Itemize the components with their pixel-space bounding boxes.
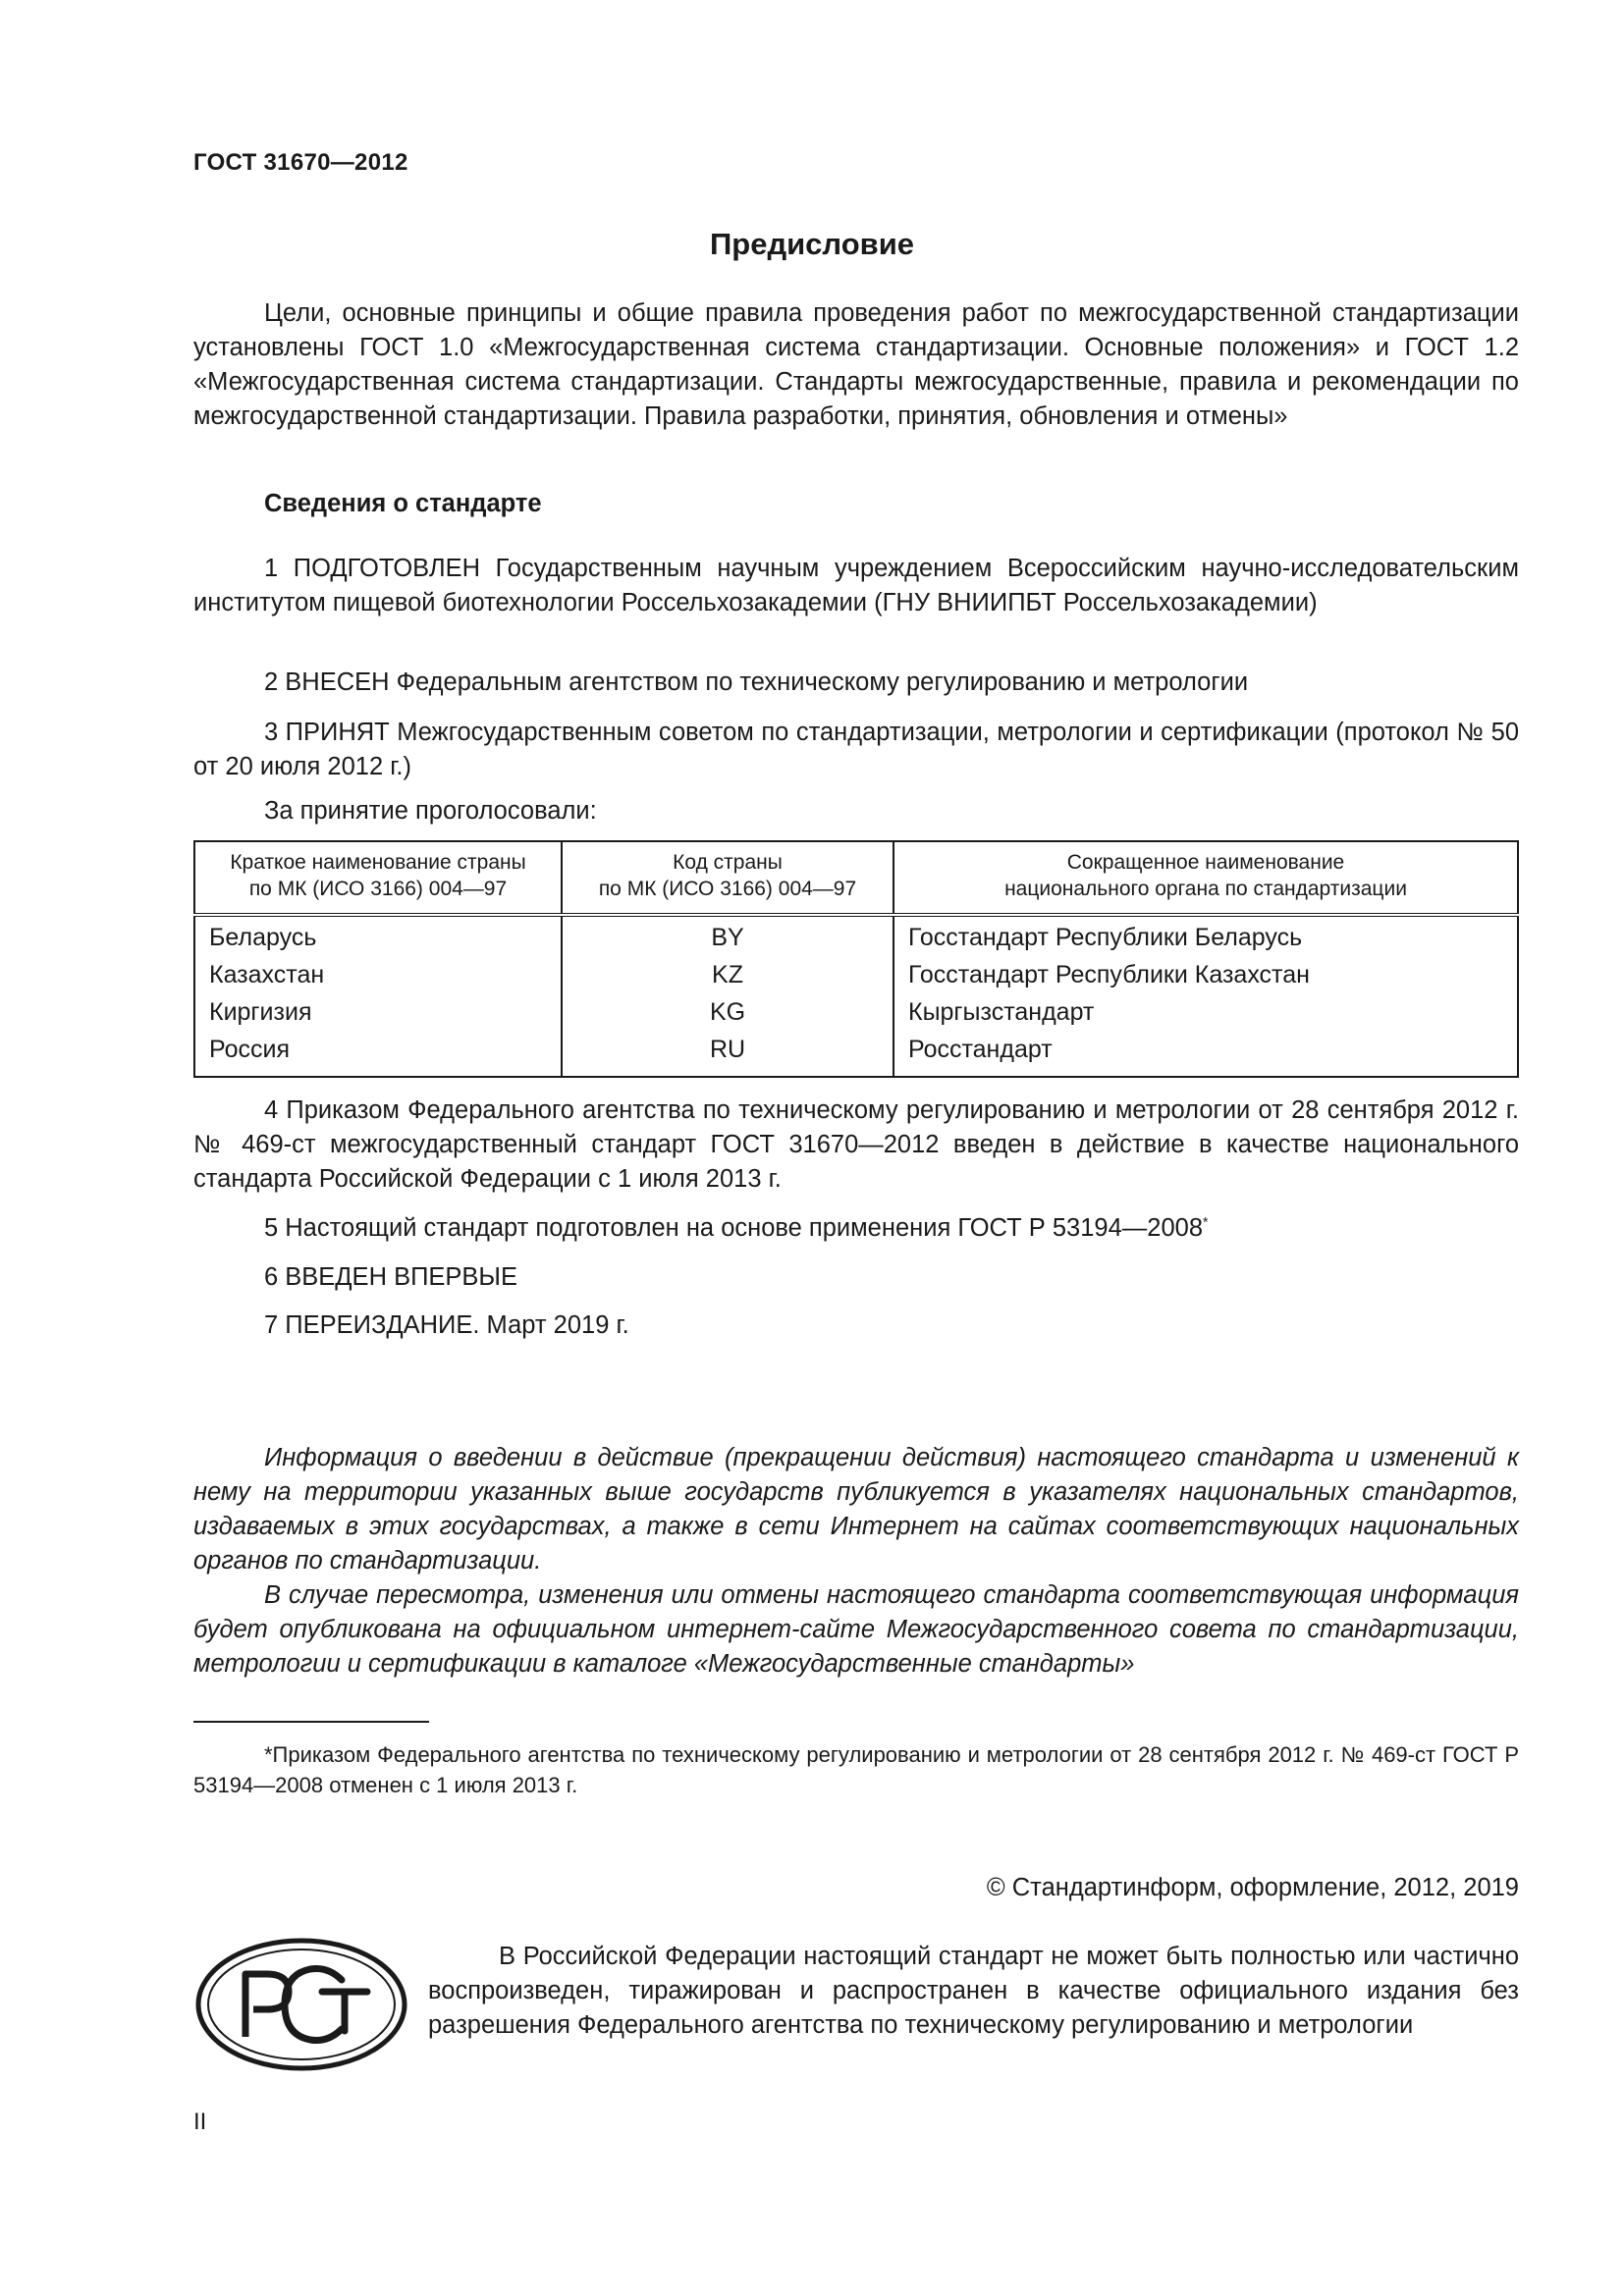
header-country-code: Код страны по МК (ИСО 3166) 004—97 <box>562 841 893 915</box>
voting-table <box>193 840 1519 1078</box>
table-row <box>194 915 1518 956</box>
rights-notice <box>428 1940 1519 2043</box>
table-row <box>194 993 1518 1031</box>
item-1 <box>193 552 1519 620</box>
rights-text: В Российской Федерации настоящий стандарт не может быть полностью или частично воспроизведен, тиражирован и распространен в качестве официального издания без разрешения Федерального агентства по техническому регулированию и метрологии <box>428 1943 1519 2039</box>
page-number: II <box>193 2109 207 2135</box>
vote-label-text: За принятие проголосовали: <box>264 797 597 825</box>
intro-paragraph <box>193 296 1519 434</box>
item-1-text: 1 ПОДГОТОВЛЕН Государственным научным учреждением Всероссийским научно-исследовательским институтом пищевой биотехнологии Россельхозакадемии (ГНУ ВНИИПБТ Россельхозакадемии) <box>193 555 1519 616</box>
cell-country: Беларусь <box>209 924 317 951</box>
footnote-marker: * <box>1203 1213 1209 1230</box>
cell-country: Россия <box>209 1036 290 1063</box>
item-6-text: 6 ВВЕДЕН ВПЕРВЫЕ <box>264 1263 518 1291</box>
item-5 <box>193 1211 1519 1246</box>
item-6 <box>193 1260 1519 1295</box>
footnote <box>193 1739 1519 1800</box>
footnote-text: *Приказом Федерального агентства по техническому регулированию и метрологии от 28 сентября 2012 г. № 469-ст ГОСТ Р 53194—2008 отменен с 1 июля 2013 г. <box>193 1742 1519 1797</box>
item-3-text: 3 ПРИНЯТ Межгосударственным советом по стандартизации, метрологии и сертификации (протокол № 50 от 20 июля 2012 г.) <box>193 719 1519 780</box>
header-national-body: Сокращенное наименование национального органа по стандартизации <box>893 841 1518 915</box>
cell-body: Кыргызстандарт <box>893 993 1518 1031</box>
copyright-notice: © Стандартинформ, оформление, 2012, 2019 <box>986 1874 1519 1901</box>
cell-code: BY <box>562 915 893 956</box>
cell-body: Росстандарт <box>893 1031 1518 1077</box>
publication-info <box>193 1441 1519 1682</box>
cell-country: Киргизия <box>209 998 312 1026</box>
page-title: Предисловие <box>709 227 914 261</box>
footnote-divider <box>193 1721 429 1723</box>
cell-code: KG <box>562 993 893 1031</box>
table-header-row <box>194 841 1518 915</box>
rst-logo-icon <box>194 1937 408 2072</box>
svedenia-heading: Сведения о стандарте <box>264 490 542 517</box>
item-3 <box>193 716 1519 784</box>
item-5-text: 5 Настоящий стандарт подготовлен на основе применения ГОСТ Р 53194—2008* <box>264 1213 1209 1242</box>
item-4-text: 4 Приказом Федерального агентства по техническому регулированию и метрологии от 28 сентября 2012 г. № 469-ст межгосударственный стандарт ГОСТ 31670—2012 введен в действие в качестве национального стандарта Российской Федерации с 1 июля 2013 г. <box>193 1096 1519 1193</box>
item-4 <box>193 1094 1519 1197</box>
vote-label <box>193 794 1519 828</box>
header-country-name: Краткое наименование страны по МК (ИСО 3166) 004—97 <box>194 841 562 915</box>
publication-info-p2: В случае пересмотра, изменения или отмены настоящего стандарта соответствующая информация будет опубликована на официальном интернет-сайте Межгосударственного совета по стандартизации, метрологии и сертификации в каталоге «Межгосударственные стандарты» <box>193 1581 1519 1678</box>
standard-code-header: ГОСТ 31670—2012 <box>193 149 408 176</box>
item-2-text: 2 ВНЕСЕН Федеральным агентством по техническому регулированию и метрологии <box>264 668 1249 696</box>
cell-code: RU <box>562 1031 893 1077</box>
intro-text: Цели, основные принципы и общие правила проведения работ по межгосударственной стандартизации установлены ГОСТ 1.0 «Межгосударственная система стандартизации. Основные положения» и ГОСТ 1.2 «Межгосударственная система стандартизации. Стандарты межгосударственные, правила и рекомендации по межгосударственной стандартизации. Правила разработки, принятия, обновления и отмены» <box>193 299 1519 430</box>
item-7-text: 7 ПЕРЕИЗДАНИЕ. Март 2019 г. <box>264 1311 629 1339</box>
cell-body: Госстандарт Республики Беларусь <box>893 915 1518 956</box>
cell-code: KZ <box>562 956 893 993</box>
cell-body: Госстандарт Республики Казахстан <box>893 956 1518 993</box>
svedenia-section <box>193 487 1519 521</box>
item-2 <box>193 666 1519 700</box>
publication-info-p1: Информация о введении в действие (прекращении действия) настоящего стандарта и изменений к нему на территории указанных выше государств публикуется в указателях национальных стандартов, издаваемых в этих государствах, а также в сети Интернет на сайтах соответствующих национальных органов по стандартизации. <box>193 1444 1519 1575</box>
table-row <box>194 956 1518 993</box>
cell-country: Казахстан <box>209 961 325 988</box>
item-7 <box>193 1308 1519 1343</box>
table-row <box>194 1031 1518 1077</box>
